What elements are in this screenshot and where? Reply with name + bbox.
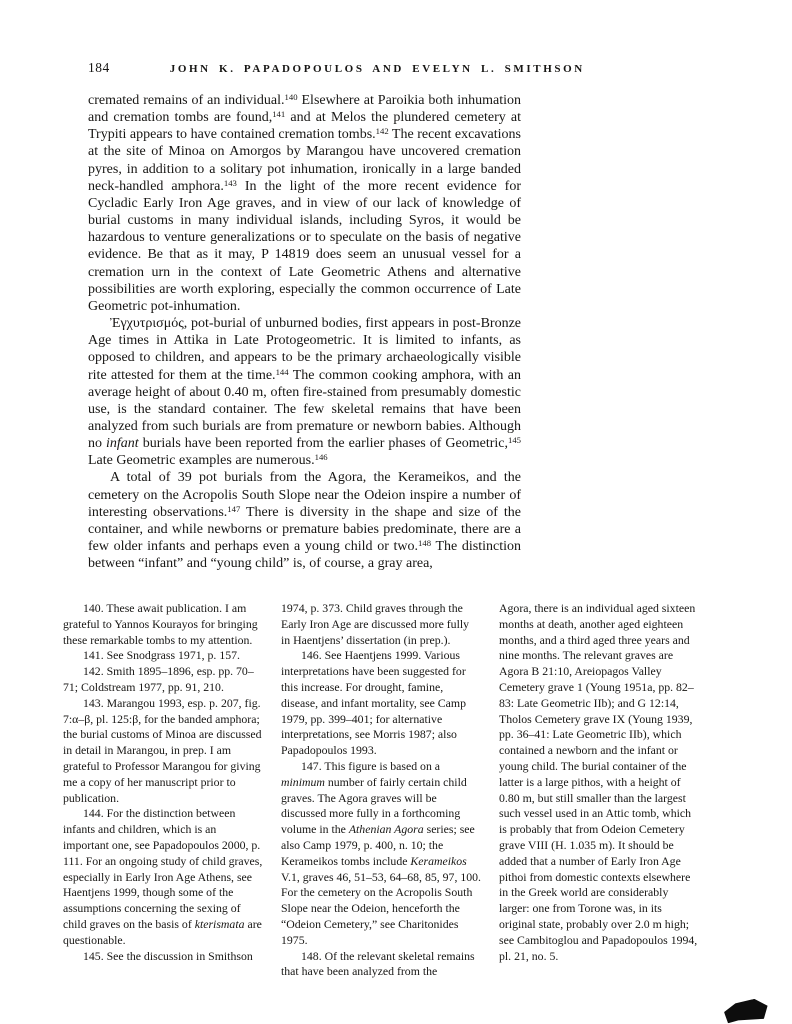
body-text — [88, 92, 521, 572]
body-paragraph: cremated remains of an individual.$^{140}$ Elsewhere at Paroikia both inhumation and cremation tombs are found,$^{141}$ and at Melos the plundered cemetery at Trypiti appears to have contained cremation tombs.$^{142}$ The recent excavations at the site of Minoa on Amorgos by Marangou have uncovered cremation pyres, in addition to a solitary pot inhumation, ironically in a large banded neck-handled amphora.$^{143}$ In the light of the more recent evidence for Cycladic Early Iron Age graves, and in view of our lack of knowledge of burial customs in many individual islands, including Syros, it would be hazardous to venture generalizations or to speculate on the basis of negative evidence. Be that as it may, P 14819 does seem an unusual vessel for a cremation urn in the context of Late Geometric Athens and alternative possibilities are worth exploring, especially the common occurrence of Late Geometric pot-inhumation. — [88, 92, 522, 314]
footnote-column-2 — [281, 601, 481, 980]
footnote-paragraph: Agora, there is an individual aged sixteen months at death, another aged eighteen months, and a third aged three years and nine months. The relevant graves are Agora B 21:10, Areiopagos Valley Cemetery grave 1 (Young 1951a, pp. 82–83: Late Geometric IIb); and G 12:14, Tholos Cemetery grave IX (Young 1939, pp. 36–41: Late Geometric IIb), which contained a newborn and the infant or young child. The burial container of the latter is a large pithos, with a height of 0.80 m, but still smaller than the largest such vessel used in an Attic tomb, which is probably that from Odeion Cemetery grave VIII (H. 1.035 m). It should be added that a number of Early Iron Age pithoi from domestic contexts elsewhere in the Greek world are considerably larger: one from Torone was, in its original state, probably over 2.0 m high; see Cambitoglou and Papadopoulos 1994, pl. 21, no. 5. — [499, 601, 698, 963]
body-paragraph: A total of 39 pot burials from the Agora, the Kerameikos, and the cemetery on the Acropolis South Slope near the Odeion inspire a number of interesting observations.$^{147}$ There is diversity in the shape and size of the container, and while newborns or premature babies predominate, there are a few older infants and perhaps even a young child or two.$^{148}$ The distinction between “infant” and “young child” is, of course, a gray area, — [88, 470, 522, 572]
page-number: 184 — [88, 60, 110, 75]
footnote-paragraph: 143. Marangou 1993, esp. p. 207, fig. 7:α–β, pl. 125:β, for the banded amphora; the burial customs of Minoa are discussed in detail in Marangou, in prep. I am grateful to Professor Marangou for giving me a copy of her manuscript prior to publication. — [63, 695, 262, 805]
italic-text: minimum — [281, 774, 325, 789]
italic-text: Kerameikos — [410, 853, 467, 868]
footnote-paragraph: 141. See Snodgrass 1971, p. 157. — [83, 648, 240, 663]
footnote-ref: 148 — [418, 538, 432, 549]
body-paragraph: Ἐγχυτρισμός, pot-burial of unburned bodies, first appears in post-Bronze Age times in Attika in Late Protogeometric. It is limited to infants, as opposed to children, and appears to be the primary archaeologically visible rite attested for them at the time.$^{144}$ The common cooking amphora, with an average height of about 0.40 m, often fire-stained from presumably domestic use, is the standard container. The few skeletal remains that have been analyzed from such burials are from premature or newborn babies. Although no infant burials have been reported from the earlier phases of Geometric,$^{145}$ Late Geometric examples are numerous.$^{146}$ — [88, 316, 522, 469]
footnote-ref: 143 — [223, 177, 237, 188]
footnote-column-3 — [499, 601, 699, 980]
footnote-paragraph: 140. These await publication. I am grateful to Yannos Kourayos for bringing these remarkable tombs to my attention. — [63, 601, 258, 647]
footnotes-section — [63, 601, 700, 980]
footnote-ref: 140 — [284, 92, 298, 103]
footnote-ref: 147 — [227, 503, 241, 514]
running-head-authors: JOHN K. PAPADOPOULOS AND EVELYN L. SMITHSON — [169, 63, 585, 75]
footnote-paragraph: 148. Of the relevant skeletal remains that have been analyzed from the — [281, 948, 475, 979]
footnote-ref: 141 — [272, 109, 286, 120]
footnote-ref: 144 — [275, 366, 289, 377]
italic-text: kterismata — [194, 916, 245, 931]
footnote-paragraph: 146. See Haentjens 1999. Various interpretations have been suggested for this increase. For drought, famine, disease, and infant mortality, see Camp 1979, pp. 399–401; for alternative interpretations, see Morris 1987; also Papadopoulos 1993. — [281, 648, 466, 758]
running-header — [88, 60, 585, 76]
footnote-ref: 146 — [314, 452, 328, 463]
footnote-ref: 142 — [375, 126, 389, 137]
footnote-paragraph: 147. This figure is based on a minimum number of fairly certain child graves. The Agora graves will be discussed more fully in a forthcoming volume in the Athenian Agora series; see also Camp 1979, p. 400, n. 10; the Kerameikos tombs include Kerameikos V.1, graves 46, 51–53, 64–68, 85, 97, 100. For the cemetery on the Acropolis South Slope near the Odeion, henceforth the “Odeion Cemetery,” see Charitonides 1975. — [281, 758, 481, 947]
footnote-paragraph: 144. For the distinction between infants and children, which is an important one, see Papadopoulos 2000, p. 111. For an ongoing study of child graves, especially in Early Iron Age Athens, see Haentjens 1999, though some of the assumptions concerning the sexing of child graves on the basis of kterismata are questionable. — [63, 806, 263, 947]
italic-text: Athenian Agora — [348, 822, 424, 837]
italic-text: infant — [106, 436, 139, 452]
footnote-ref: 145 — [508, 435, 522, 446]
footnote-paragraph: 145. See the discussion in Smithson — [83, 948, 253, 963]
scan-corner-artifact — [723, 997, 769, 1023]
footnote-paragraph: 1974, p. 373. Child graves through the Early Iron Age are discussed more fully in Haentjens’ dissertation (in prep.). — [281, 601, 470, 647]
footnote-paragraph: 142. Smith 1895–1896, esp. pp. 70–71; Coldstream 1977, pp. 91, 210. — [63, 664, 254, 694]
footnote-column-1 — [63, 601, 263, 980]
